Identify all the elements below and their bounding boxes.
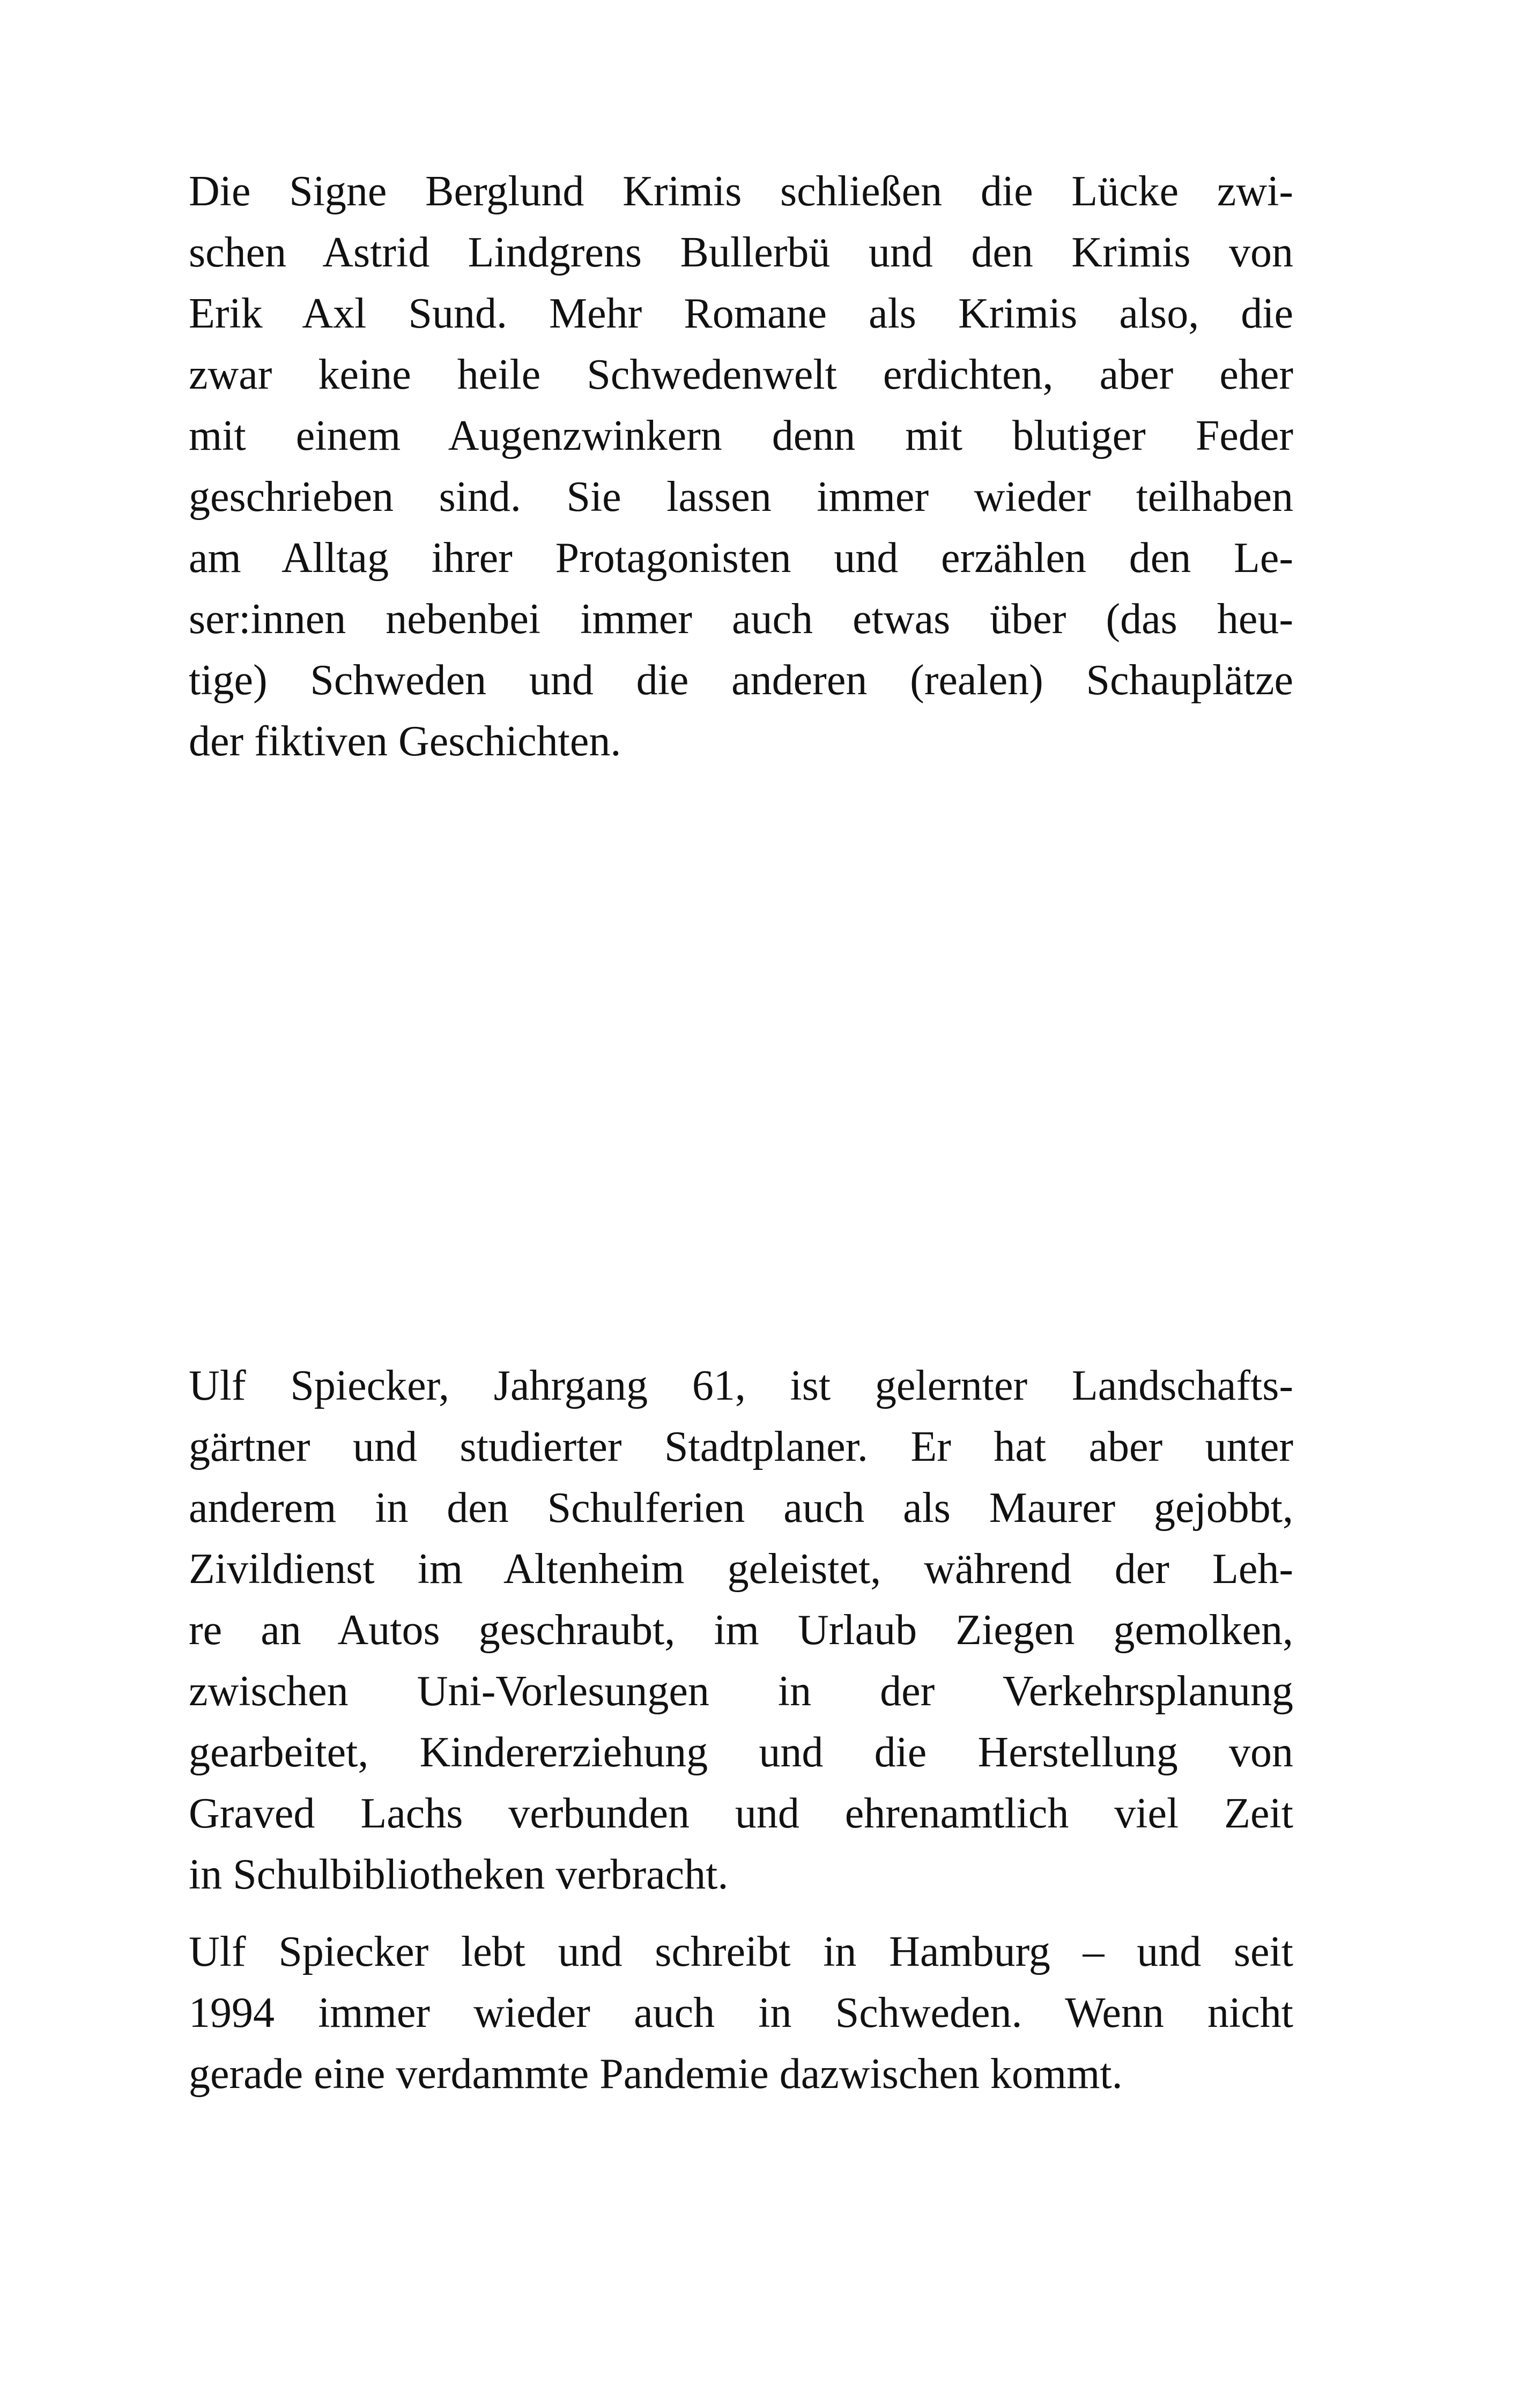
text-line: geschrieben sind. Sie lassen immer wieder teilhaben (189, 473, 1293, 521)
text-line: anderem in den Schulferien auch als Maurer gejobbt, (189, 1484, 1293, 1532)
text-line: Die Signe Berglund Krimis schließen die Lücke zwi- (189, 168, 1293, 215)
text-line: zwar keine heile Schwedenwelt erdichten, aber eher (189, 351, 1293, 398)
text-line: schen Astrid Lindgrens Bullerbü und den Krimis von (189, 229, 1293, 276)
text-line: ser:innen nebenbei immer auch etwas über (das heu- (189, 596, 1293, 643)
series-description-paragraph (189, 161, 1293, 772)
text-line: 1994 immer wieder auch in Schweden. Wenn nicht (189, 1989, 1293, 2037)
author-bio-paragraph (189, 1355, 1293, 1905)
text-line: am Alltag ihrer Protagonisten und erzählen den Le- (189, 534, 1293, 582)
text-line: re an Autos geschraubt, im Urlaub Ziegen gemolken, (189, 1607, 1293, 1654)
text-line: gärtner und studierter Stadtplaner. Er hat aber unter (189, 1423, 1293, 1470)
text-line: Ulf Spiecker, Jahrgang 61, ist gelernter Landschafts- (189, 1362, 1293, 1409)
text-line: zwischen Uni-Vorlesungen in der Verkehrsplanung (189, 1668, 1293, 1715)
text-line: in Schulbibliotheken verbracht. (189, 1851, 729, 1898)
text-line: der fiktiven Geschichten. (189, 718, 621, 765)
text-line: Erik Axl Sund. Mehr Romane als Krimis also, die (189, 290, 1293, 337)
text-line: tige) Schweden und die anderen (realen) Schauplätze (189, 657, 1293, 704)
text-line: gearbeitet, Kindererziehung und die Herstellung von (189, 1729, 1293, 1776)
text-line: gerade eine verdammte Pandemie dazwischen kommt. (189, 2050, 1123, 2098)
text-line: Ulf Spiecker lebt und schreibt in Hamburg – und seit (189, 1928, 1293, 1975)
text-line: mit einem Augenzwinkern denn mit blutiger Feder (189, 412, 1293, 459)
text-line: Graved Lachs verbunden und ehrenamtlich viel Zeit (189, 1790, 1293, 1837)
author-residence-paragraph (189, 1921, 1293, 2105)
text-line: Zivildienst im Altenheim geleistet, während der Leh- (189, 1545, 1293, 1593)
